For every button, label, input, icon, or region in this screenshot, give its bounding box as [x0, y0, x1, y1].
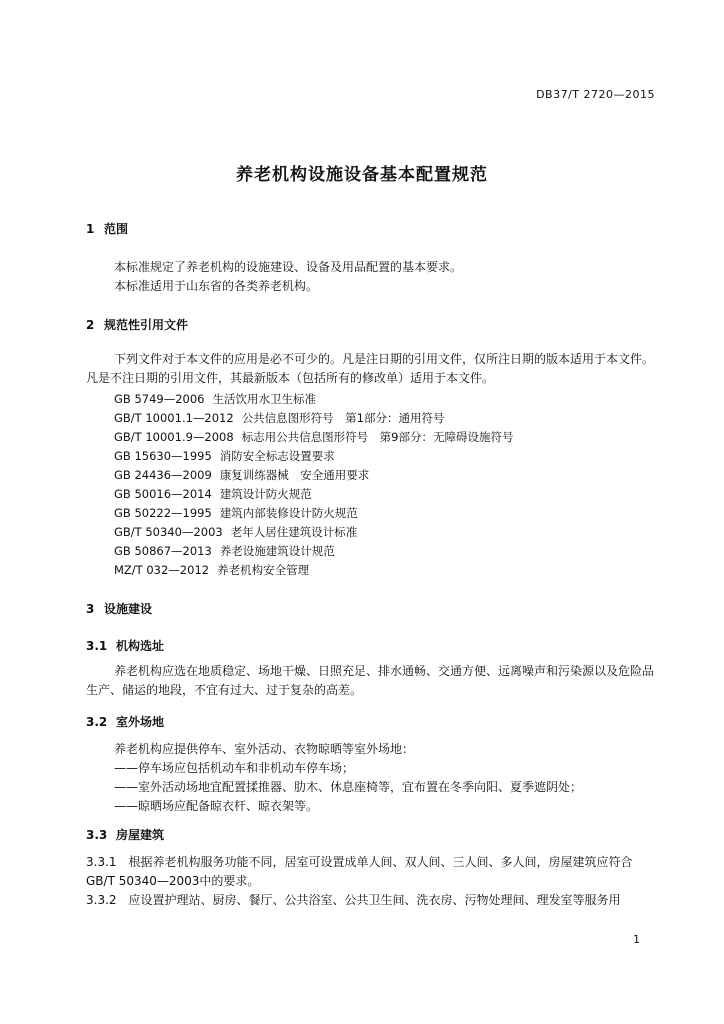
subsection-title: 房屋建筑 [116, 828, 165, 842]
paragraph: 3.3.2 应设置护理站、厨房、餐厅、公共浴室、公共卫生间、洗衣房、污物处理间、理发室等服务用 [86, 893, 621, 907]
document-title: 养老机构设施设备基本配置规范 [236, 165, 488, 185]
reference-name: 老年人居住建筑设计标准 [230, 525, 358, 539]
section-title: 规范性引用文件 [104, 318, 189, 332]
subsection-3-3-heading [86, 826, 164, 843]
reference-item [114, 524, 357, 540]
section-number: 1 [86, 222, 95, 236]
reference-item [114, 486, 312, 502]
section-number: 2 [86, 318, 95, 332]
paragraph: 3.3.1 根据养老机构服务功能不同，居室可设置成单人间、双人间、三人间、多人间，房屋建筑应符合GB/T 50340—2003中的要求。 [86, 855, 633, 888]
reference-code: GB 50222—1995 [114, 506, 212, 520]
reference-code: GB 15630—1995 [114, 449, 212, 463]
section-number: 3 [86, 602, 95, 616]
reference-name: 标志用公共信息图形符号 第9部分：无障碍设施符号 [241, 430, 514, 444]
list-item: ——停车场应包括机动车和非机动车停车场； [114, 761, 355, 775]
reference-code: GB 50867—2013 [114, 544, 212, 558]
reference-code: GB/T 10001.9—2008 [114, 430, 234, 444]
list-item: ——晾晒场应配备晾衣杆、晾衣架等。 [114, 799, 319, 813]
reference-item [114, 467, 369, 483]
reference-code: GB/T 50340—2003 [114, 525, 223, 539]
section-title: 范围 [104, 222, 129, 236]
subsection-title: 室外场地 [116, 715, 165, 729]
subsection-3-2-heading [86, 713, 164, 730]
reference-name: 建筑设计防火规范 [219, 487, 312, 501]
subsection-number: 3.1 [86, 639, 108, 653]
paragraph: 养老机构应选在地质稳定、场地干燥、日照充足、排水通畅、交通方便、远离噪声和污染源以及危险品生产、储运的地段，不宜有过大、过于复杂的高差。 [86, 664, 655, 697]
reference-name: 消防安全标志设置要求 [219, 449, 335, 463]
reference-item [114, 391, 316, 407]
subsection-title: 机构选址 [116, 639, 165, 653]
reference-item [114, 543, 335, 559]
reference-name: 康复训练器械 安全通用要求 [219, 468, 370, 482]
reference-item [114, 429, 514, 445]
reference-name: 建筑内部装修设计防火规范 [219, 506, 358, 520]
subsection-3-1-heading [86, 637, 164, 654]
reference-item [114, 562, 309, 578]
page-number: 1 [633, 933, 640, 946]
reference-name: 生活饮用水卫生标准 [212, 392, 316, 406]
section-3-heading [86, 600, 152, 617]
reference-item [114, 410, 445, 426]
reference-item [114, 505, 358, 521]
reference-name: 养老设施建筑设计规范 [219, 544, 335, 558]
reference-code: GB 5749—2006 [114, 392, 205, 406]
reference-code: MZ/T 032—2012 [114, 563, 210, 577]
section-2-heading [86, 316, 188, 333]
section-title: 设施建设 [104, 602, 153, 616]
section-1-heading [86, 220, 128, 237]
document-code: DB37/T 2720—2015 [536, 88, 655, 101]
paragraph: 本标准规定了养老机构的设施建设、设备及用品配置的基本要求。 [114, 260, 463, 274]
reference-name: 公共信息图形符号 第1部分：通用符号 [241, 411, 445, 425]
list-item: ——室外活动场地宜配置揉推器、肋木、休息座椅等，宜布置在冬季向阳、夏季遮阴处； [114, 780, 583, 794]
subsection-number: 3.3 [86, 828, 108, 842]
paragraph: 养老机构应提供停车、室外活动、衣物晾晒等室外场地： [114, 742, 415, 756]
reference-code: GB 50016—2014 [114, 487, 212, 501]
subsection-number: 3.2 [86, 715, 108, 729]
reference-name: 养老机构安全管理 [217, 563, 310, 577]
reference-code: GB 24436—2009 [114, 468, 212, 482]
paragraph: 本标准适用于山东省的各类养老机构。 [114, 279, 319, 293]
paragraph: 下列文件对于本文件的应用是必不可少的。凡是注日期的引用文件，仅所注日期的版本适用于本文件。凡是不注日期的引用文件，其最新版本（包括所有的修改单）适用于本文件。 [86, 352, 655, 385]
reference-item [114, 448, 335, 464]
reference-code: GB/T 10001.1—2012 [114, 411, 234, 425]
